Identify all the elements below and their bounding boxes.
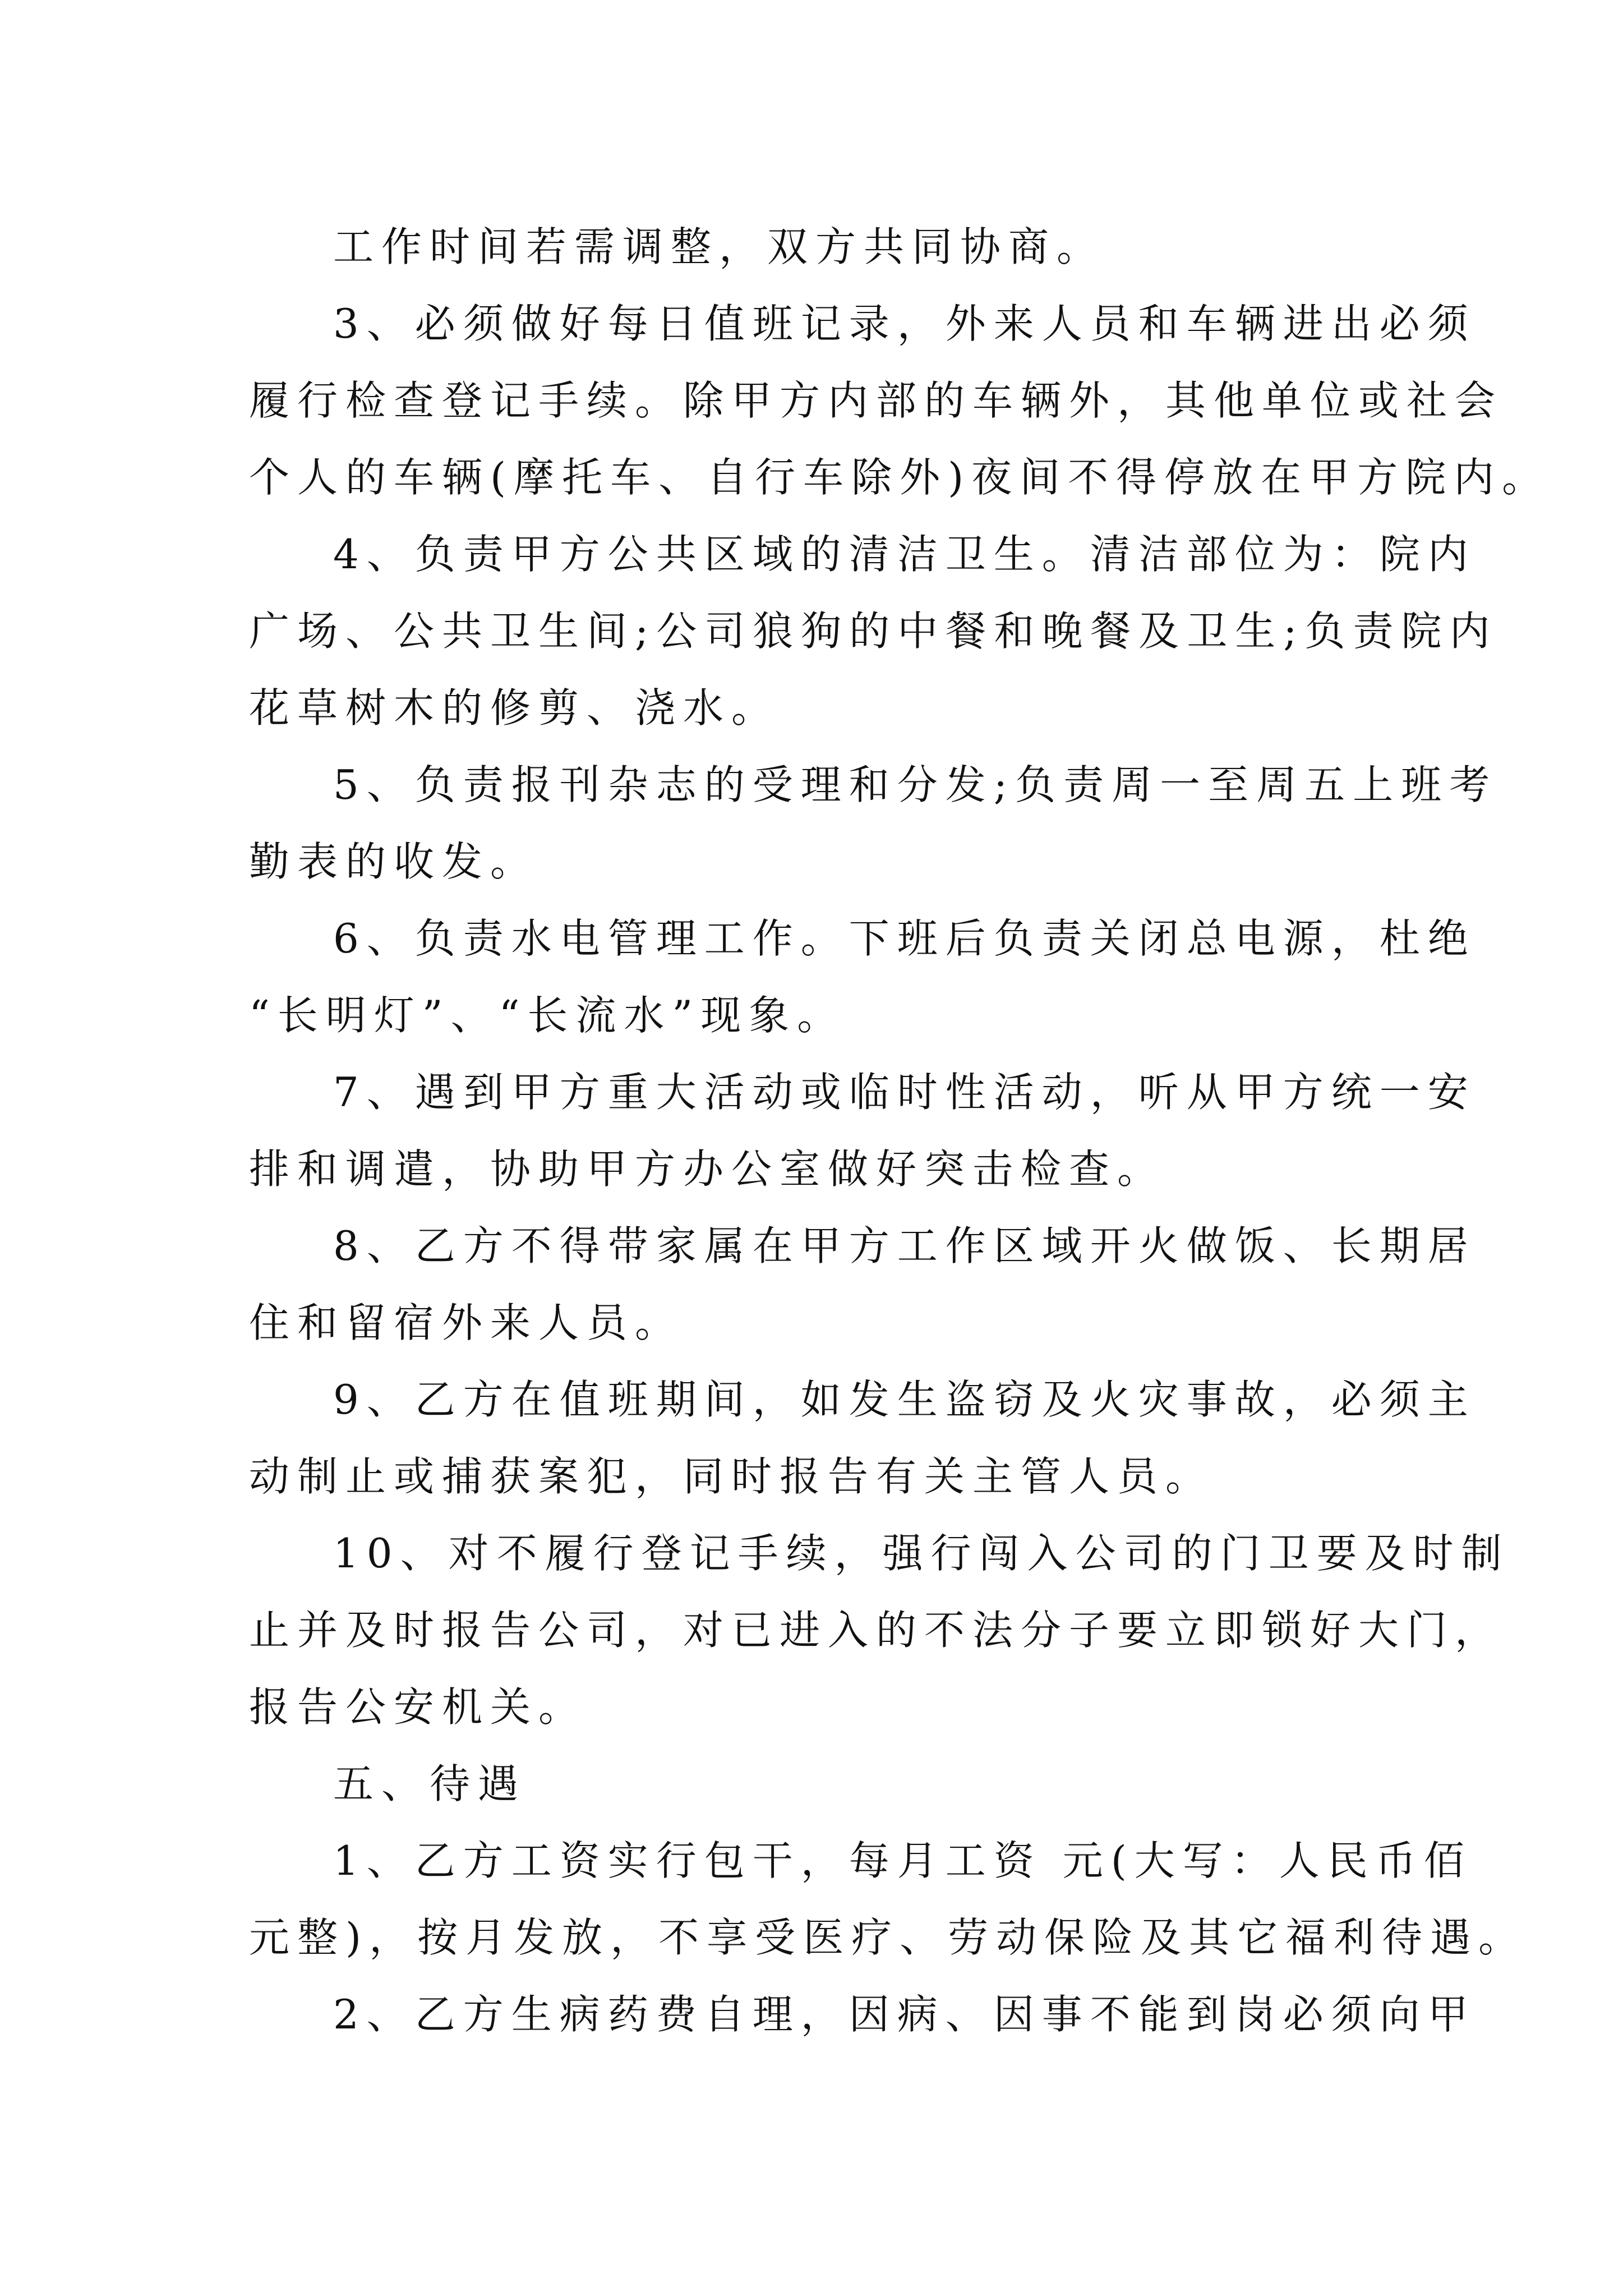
paragraph [249, 1515, 1510, 1746]
paragraph [249, 1746, 1399, 1823]
text-line: 止并及时报告公司，对已进入的不法分子要立即锁好大门， [249, 1607, 1504, 1654]
document-body [249, 209, 1551, 2053]
text-line: 2、乙方生病药费自理，因病、因事不能到岗必须向甲 [333, 1991, 1476, 2038]
text-line: 6、负责水电管理工作。下班后负责关闭总电源，杜绝 [333, 915, 1476, 962]
text-line: 10、对不履行登记手续，强行闯入公司的门卫要及时制 [333, 1530, 1510, 1577]
text-line: 元整)，按月发放，不享受医疗、劳动保险及其它福利待遇。 [249, 1914, 1527, 1961]
text-line: 个人的车辆(摩托车、自行车除外)夜间不得停放在甲方院内。 [249, 454, 1551, 501]
text-line: 广场、公共卫生间;公司狼狗的中餐和晚餐及卫生;负责院内 [249, 608, 1498, 655]
text-line: 五、待遇 [333, 1760, 527, 1807]
text-line: 花草树木的修剪、浇水。 [249, 684, 780, 731]
text-line: 1、乙方工资实行包干，每月工资 元(大写：人民币佰 [333, 1837, 1472, 1884]
paragraph [249, 1976, 1476, 2053]
text-line: 排和调遣，协助甲方办公室做好突击检查。 [249, 1145, 1166, 1193]
text-line: 住和留宿外来人员。 [249, 1299, 684, 1346]
text-line: 勤表的收发。 [249, 838, 539, 885]
paragraph [249, 209, 1399, 286]
paragraph [249, 900, 1476, 1054]
paragraph [249, 516, 1498, 747]
text-line: 4、负责甲方公共区域的清洁卫生。清洁部位为：院内 [333, 531, 1476, 578]
paragraph [249, 286, 1551, 516]
paragraph [249, 1208, 1476, 1361]
text-line: 7、遇到甲方重大活动或临时性活动，听从甲方统一安 [333, 1069, 1476, 1116]
text-line: 动制止或捕获案犯，同时报告有关主管人员。 [249, 1453, 1214, 1500]
text-line: 5、负责报刊杂志的受理和分发;负责周一至周五上班考 [333, 761, 1498, 808]
paragraph [249, 1361, 1476, 1515]
paragraph [249, 1054, 1476, 1208]
text-line: 9、乙方在值班期间，如发生盗窃及火灾事故，必须主 [333, 1376, 1476, 1423]
text-line: 3、必须做好每日值班记录，外来人员和车辆进出必须 [333, 300, 1476, 347]
text-line: 报告公安机关。 [249, 1683, 587, 1731]
text-line: “长明灯”、“长流水”现象。 [249, 992, 846, 1039]
text-line: 8、乙方不得带家属在甲方工作区域开火做饭、长期居 [333, 1222, 1476, 1269]
paragraph [249, 1823, 1527, 1976]
paragraph [249, 747, 1498, 900]
text-line: 履行检查登记手续。除甲方内部的车辆外，其他单位或社会 [249, 377, 1504, 424]
text-line: 工作时间若需调整，双方共同协商。 [333, 223, 1105, 270]
